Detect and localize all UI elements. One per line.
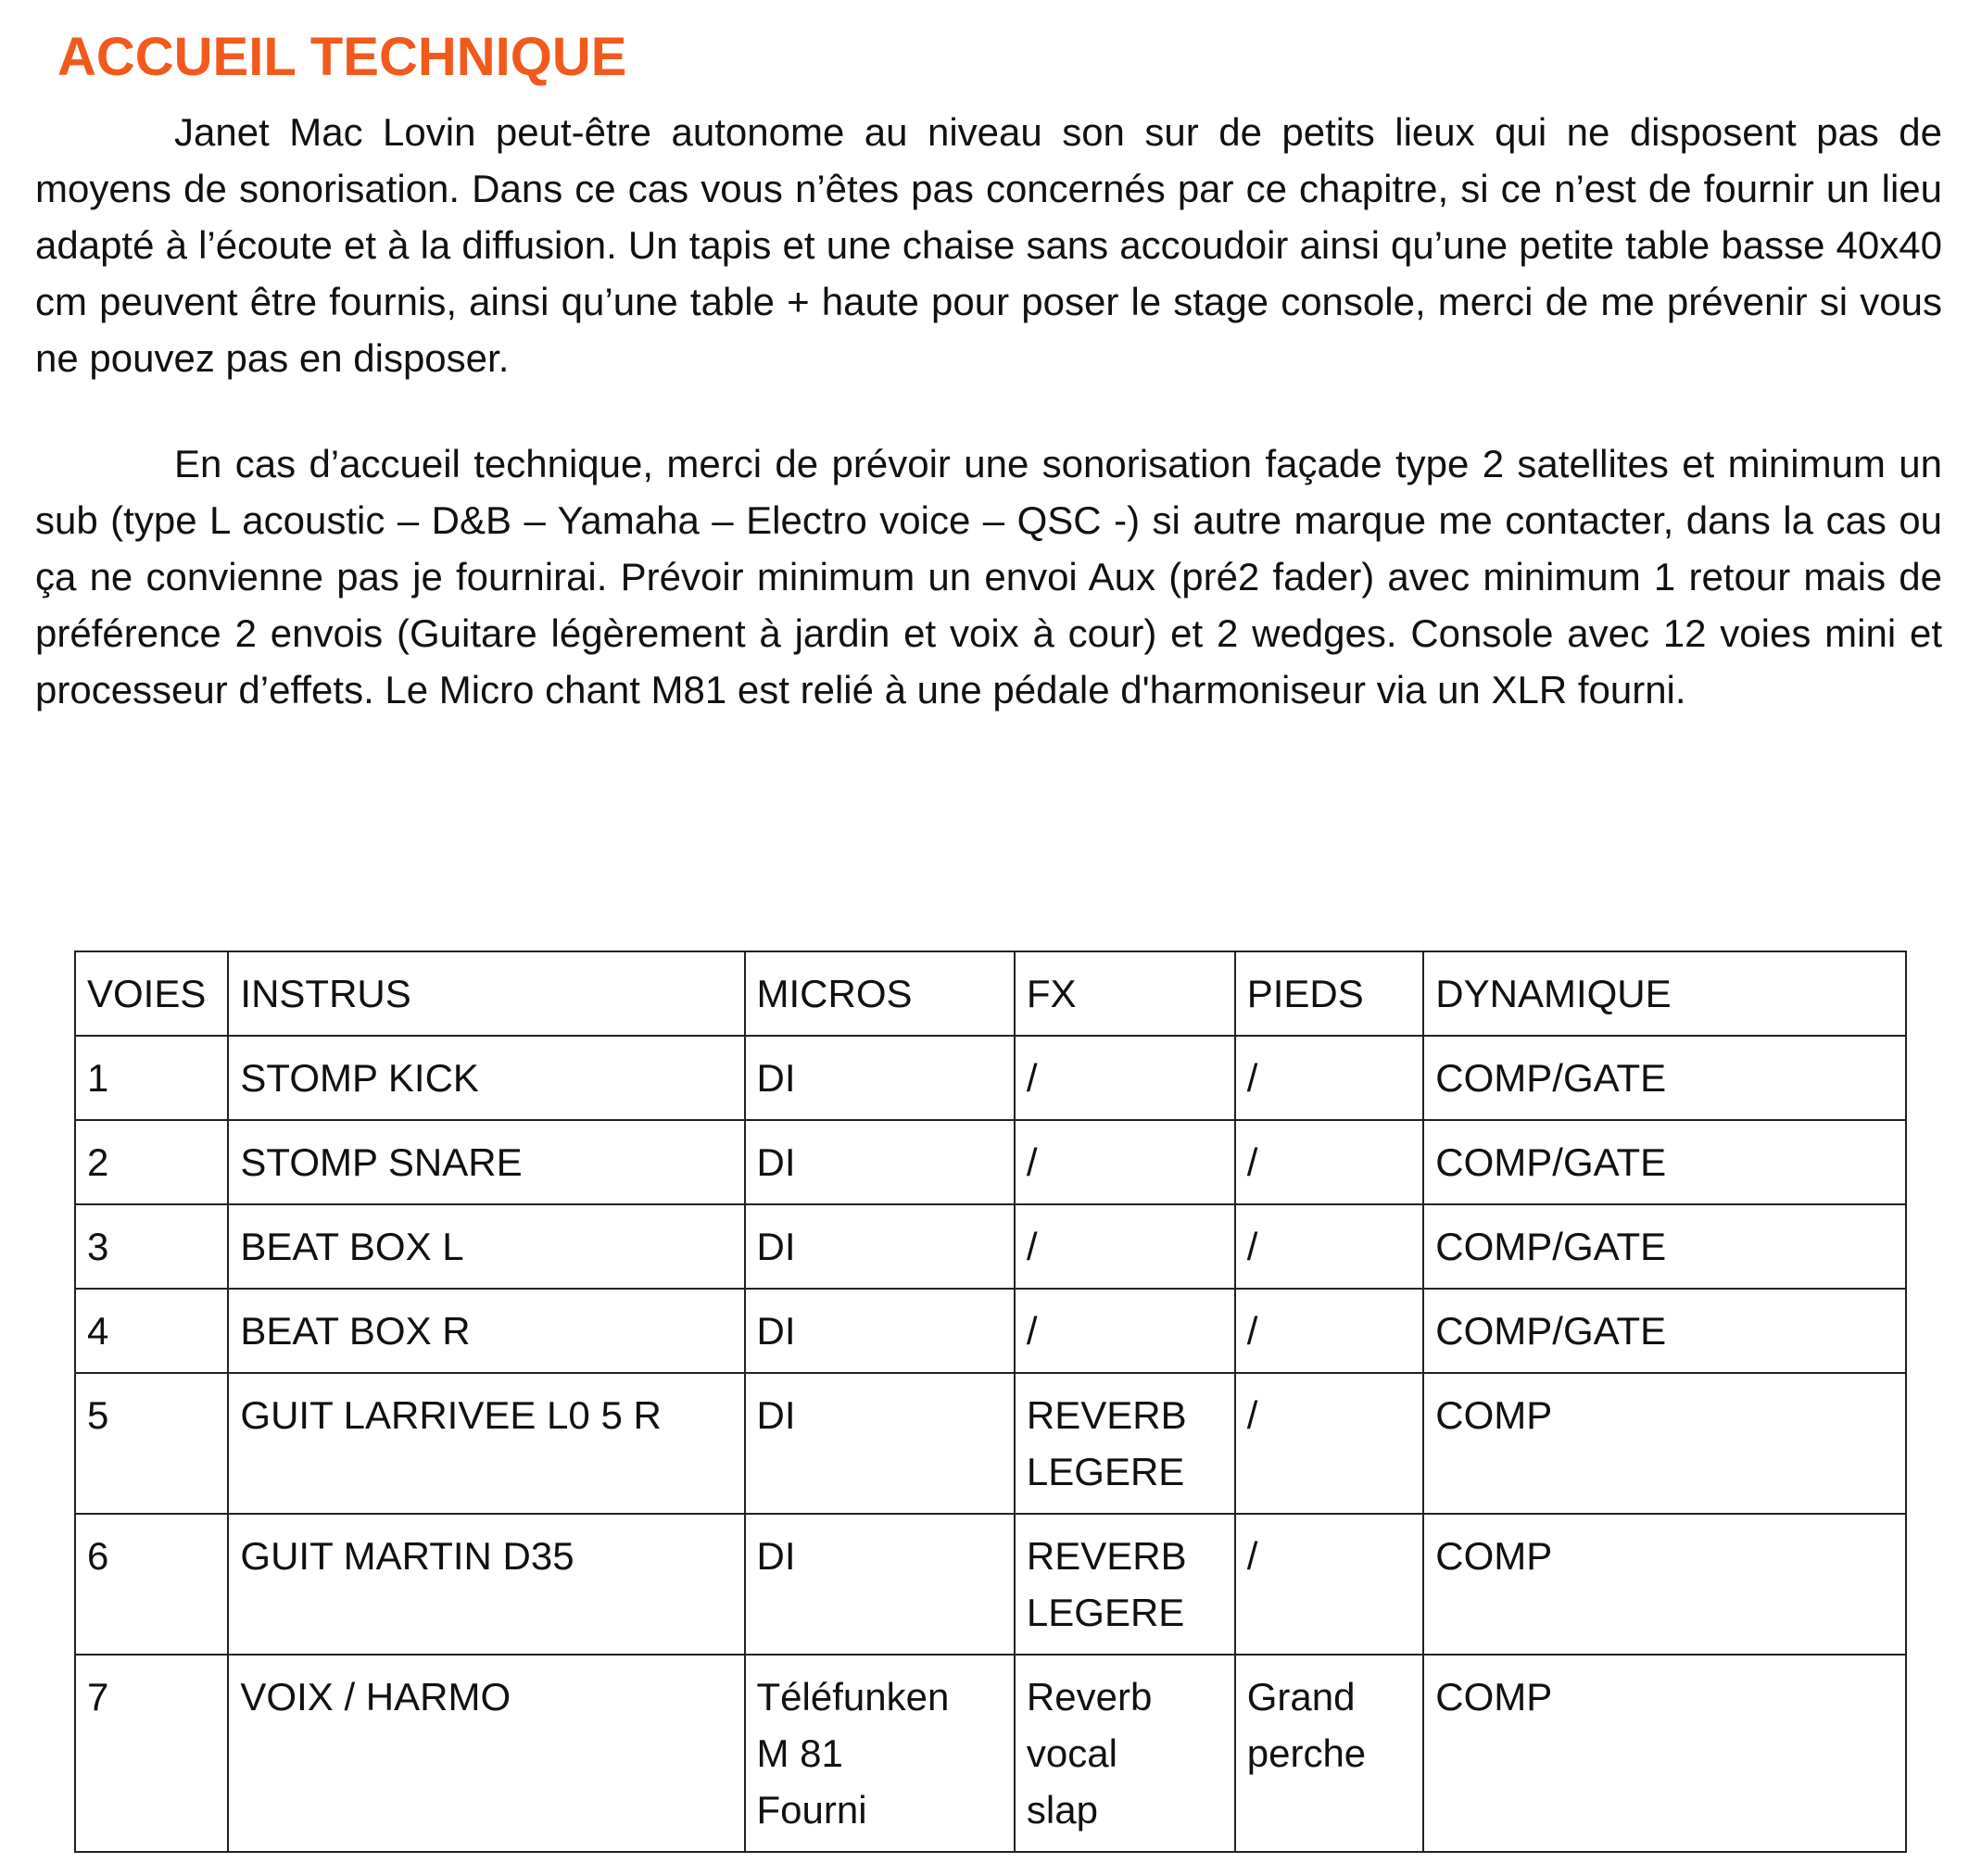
cell-fx: / (1015, 1289, 1235, 1373)
table-row (75, 1373, 1906, 1514)
cell-instrus: GUIT LARRIVEE L0 5 R (228, 1373, 744, 1514)
cell-dynamique: COMP/GATE (1423, 1289, 1906, 1373)
cell-micros: DI (745, 1120, 1015, 1204)
header-dynamique: DYNAMIQUE (1423, 951, 1906, 1036)
page-title: ACCUEIL TECHNIQUE (57, 27, 627, 87)
table-row (75, 1514, 1906, 1655)
table-row (75, 1204, 1906, 1289)
header-voies: VOIES (75, 951, 228, 1036)
header-fx: FX (1015, 951, 1235, 1036)
cell-micros: DI (745, 1204, 1015, 1289)
cell-fx: / (1015, 1120, 1235, 1204)
cell-dynamique: COMP/GATE (1423, 1036, 1906, 1120)
cell-voies: 3 (75, 1204, 228, 1289)
input-list-table (74, 951, 1907, 1853)
cell-instrus: BEAT BOX R (228, 1289, 744, 1373)
cell-dynamique: COMP (1423, 1655, 1906, 1852)
table-row (75, 1289, 1906, 1373)
cell-micros: DI (745, 1373, 1015, 1514)
cell-fx: Reverb vocal slap (1015, 1655, 1235, 1852)
cell-fx: REVERB LEGERE (1015, 1514, 1235, 1655)
cell-micros: DI (745, 1289, 1015, 1373)
cell-voies: 1 (75, 1036, 228, 1120)
cell-instrus: STOMP KICK (228, 1036, 744, 1120)
cell-instrus: VOIX / HARMO (228, 1655, 744, 1852)
cell-dynamique: COMP (1423, 1514, 1906, 1655)
table-row (75, 1036, 1906, 1120)
cell-dynamique: COMP/GATE (1423, 1204, 1906, 1289)
cell-pieds: / (1235, 1373, 1424, 1514)
cell-instrus: BEAT BOX L (228, 1204, 744, 1289)
cell-voies: 2 (75, 1120, 228, 1204)
cell-voies: 6 (75, 1514, 228, 1655)
table-row (75, 1120, 1906, 1204)
cell-voies: 5 (75, 1373, 228, 1514)
cell-pieds: / (1235, 1120, 1424, 1204)
cell-pieds: / (1235, 1204, 1424, 1289)
intro-paragraph: Janet Mac Lovin peut-être autonome au niveau son sur de petits lieux qui ne disposent pas de moyens de sonorisation. Dans ce cas vous n’êtes pas concernés par ce chapitre, si ce n’est de fournir un lieu adapté à l’écoute et à la diffusion. Un tapis et une chaise sans accoudoir ainsi qu’une petite table basse 40x40 cm peuvent être fournis, ainsi qu’une table + haute pour poser le stage console, merci de me prévenir si vous ne pouvez pas en disposer. (35, 110, 1942, 380)
cell-pieds: Grand perche (1235, 1655, 1424, 1852)
cell-dynamique: COMP/GATE (1423, 1120, 1906, 1204)
cell-instrus: STOMP SNARE (228, 1120, 744, 1204)
cell-pieds: / (1235, 1289, 1424, 1373)
cell-pieds: / (1235, 1036, 1424, 1120)
header-instrus: INSTRUS (228, 951, 744, 1036)
cell-micros: Téléfunken M 81 Fourni (745, 1655, 1015, 1852)
header-pieds: PIEDS (1235, 951, 1424, 1036)
cell-dynamique: COMP (1423, 1373, 1906, 1514)
cell-micros: DI (745, 1036, 1015, 1120)
cell-voies: 7 (75, 1655, 228, 1852)
table-header-row (75, 951, 1906, 1036)
technical-paragraph: En cas d’accueil technique, merci de prévoir une sonorisation façade type 2 satellites et minimum un sub (type L acoustic – D&B – Yamaha – Electro voice – QSC -) si autre marque me contacter, dans la cas ou ça ne convienne pas je fournirai. Prévoir minimum un envoi Aux (pré2 fader) avec minimum 1 retour mais de préférence 2 envois (Guitare légèrement à jardin et voix à cour) et 2 wedges. Console avec 12 voies mini et processeur d’effets. Le Micro chant M81 est relié à une pédale d'harmoniseur via un XLR fourni. (35, 442, 1942, 711)
cell-micros: DI (745, 1514, 1015, 1655)
cell-voies: 4 (75, 1289, 228, 1373)
cell-fx: / (1015, 1036, 1235, 1120)
table-row (75, 1655, 1906, 1852)
cell-instrus: GUIT MARTIN D35 (228, 1514, 744, 1655)
header-micros: MICROS (745, 951, 1015, 1036)
cell-pieds: / (1235, 1514, 1424, 1655)
cell-fx: REVERB LEGERE (1015, 1373, 1235, 1514)
cell-fx: / (1015, 1204, 1235, 1289)
